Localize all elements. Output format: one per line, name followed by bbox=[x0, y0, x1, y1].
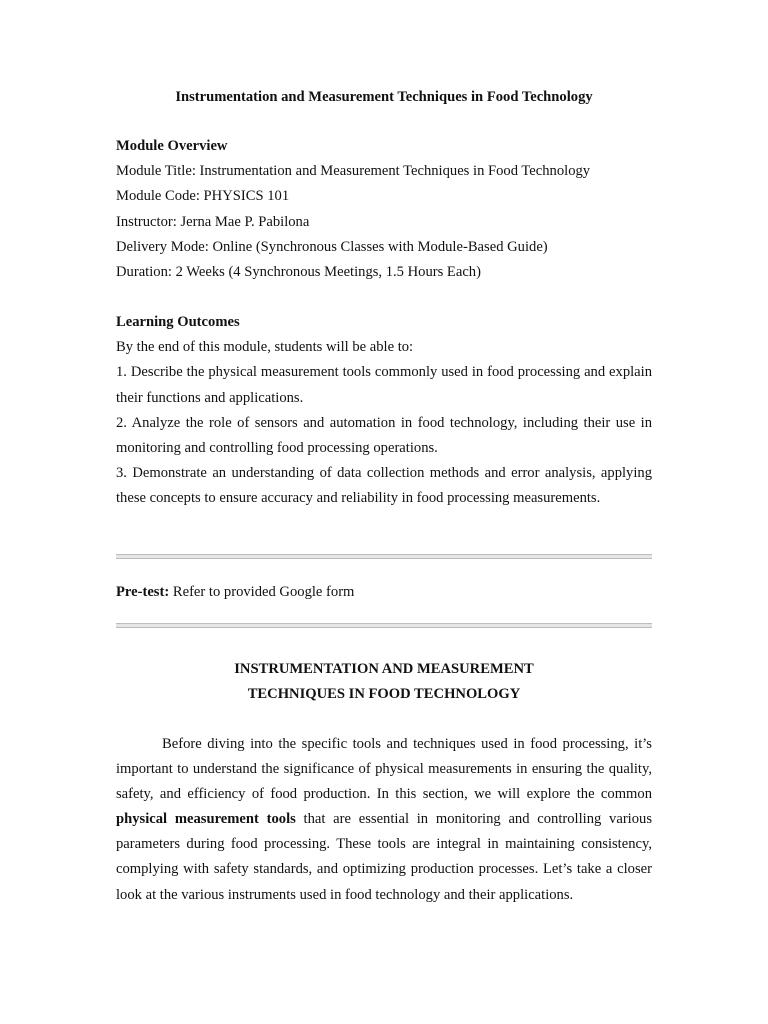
section-heading bbox=[116, 657, 652, 707]
document-title: Instrumentation and Measurement Techniques in Food Technology bbox=[175, 89, 593, 105]
intro-paragraph bbox=[116, 732, 652, 908]
pretest-label: Pre-test: bbox=[116, 584, 170, 600]
learning-outcomes-intro: By the end of this module, students will be able to: bbox=[116, 339, 414, 356]
intro-text: Before diving into the specific tools and techniques used in food processing, it’s important to understand the significance of physical measurements in ensuring the quality, safety, and efficiency of food production. In this section, we will explore the common bbox=[116, 736, 652, 803]
delivery-mode-line: Delivery Mode: Online (Synchronous Classes with Module-Based Guide) bbox=[116, 238, 548, 255]
divider bbox=[116, 554, 652, 559]
pretest-line bbox=[116, 580, 652, 605]
module-title-line: Module Title: Instrumentation and Measurement Techniques in Food Technology bbox=[116, 163, 591, 180]
learning-outcome-item: 2. Analyze the role of sensors and automation in food technology, including their use in monitoring and controlling food processing operations. bbox=[116, 414, 652, 457]
intro-bold-term: physical measurement tools bbox=[116, 811, 296, 828]
learning-outcome-item: 1. Describe the physical measurement tools commonly used in food processing and explain their functions and applications. bbox=[116, 364, 652, 406]
divider bbox=[116, 623, 652, 628]
instructor-line: Instructor: Jerna Mae P. Pabilona bbox=[116, 213, 310, 230]
pretest-text: Refer to provided Google form bbox=[169, 584, 355, 600]
learning-outcomes bbox=[116, 310, 652, 512]
section-heading-line: INSTRUMENTATION AND MEASUREMENT bbox=[234, 661, 534, 677]
duration-line: Duration: 2 Weeks (4 Synchronous Meetings, 1.5 Hours Each) bbox=[116, 264, 481, 281]
module-code-line: Module Code: PHYSICS 101 bbox=[116, 188, 290, 205]
intro-text: that are essential in monitoring and controlling various parameters during food processing. These tools are integral in maintaining consistency, complying with safety standards, and optimizing production processes. Let’s take a closer look at the various instruments used in food technology and their applications. bbox=[116, 811, 653, 903]
learning-outcome-item: 3. Demonstrate an understanding of data collection methods and error analysis, applying these concepts to ensure accuracy and reliability in food processing measurements. bbox=[116, 465, 652, 507]
module-overview-heading: Module Overview bbox=[116, 138, 228, 154]
learning-outcomes-heading: Learning Outcomes bbox=[116, 314, 240, 330]
module-overview bbox=[116, 134, 652, 285]
section-heading-line: TECHNIQUES IN FOOD TECHNOLOGY bbox=[247, 686, 521, 702]
